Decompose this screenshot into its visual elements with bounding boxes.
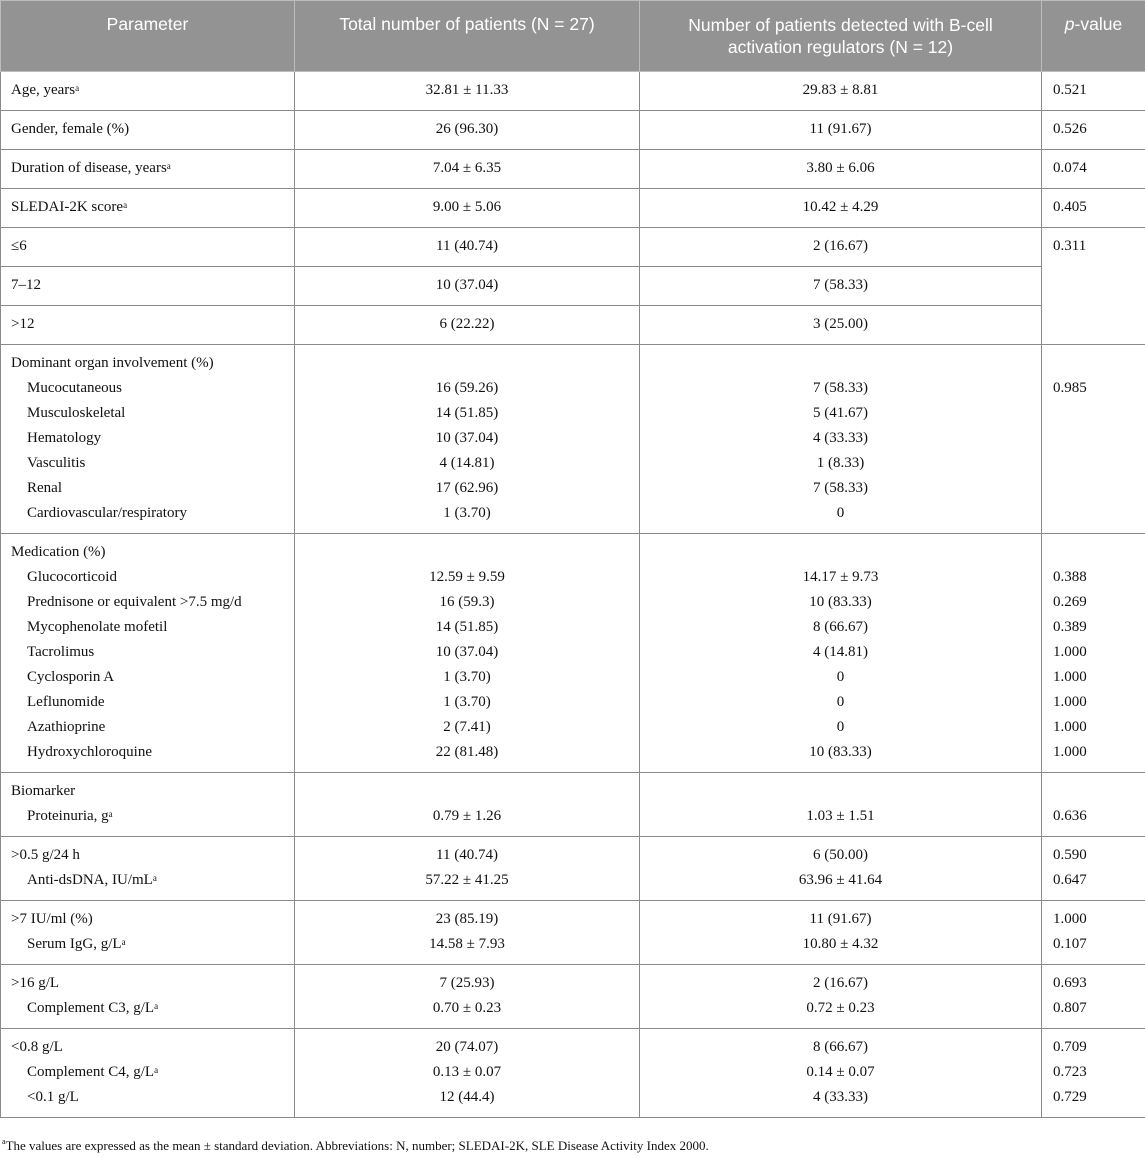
p-value: 0.709 [1053,1039,1087,1055]
p-value: 0.985 [1053,380,1087,396]
header-detected-patients [640,1,1042,72]
detected-value: 2 (16.67) [813,975,868,991]
table-row-duration [1,150,1145,189]
row-label: Complement C3, g/L [27,1000,155,1016]
total-value: 1 (3.70) [443,694,491,710]
table-row-igg-c3 [1,965,1145,1029]
row-label: >0.5 g/24 h [11,847,80,863]
table-footnote [2,1138,709,1154]
header-detected-line1: Number of patients detected with B-cell [688,15,993,35]
table-header-row [1,1,1145,72]
total-value: 14 (51.85) [435,619,499,635]
detected-value: 5 (41.67) [813,405,868,421]
total-value: 4 (14.81) [439,455,495,471]
biomarker-heading: Biomarker [11,783,76,799]
table-row-medication [1,534,1145,773]
p-value: 0.311 [1042,228,1145,345]
detected-value: 6 (50.00) [813,847,868,863]
detected-value: 7 (58.33) [640,267,1042,306]
detected-value: 3.80 ± 6.06 [640,150,1042,189]
total-value: 12.59 ± 9.59 [429,569,505,585]
header-p-italic: p [1064,14,1075,34]
p-value: 0.590 [1053,847,1087,863]
detected-value: 7 (58.33) [813,480,868,496]
detected-value: 7 (58.33) [813,380,868,396]
p-value: 1.000 [1053,669,1087,685]
row-label: Anti-dsDNA, IU/mL [27,872,153,888]
row-label: Age, years [11,82,76,98]
total-value: 11 (40.74) [436,847,498,863]
medication-label: Tacrolimus [27,644,95,660]
medication-label: Glucocorticoid [27,569,117,585]
detected-value: 10.80 ± 4.32 [802,936,879,952]
total-value: 2 (7.41) [443,719,491,735]
p-value: 1.000 [1053,644,1087,660]
p-value: 0.807 [1053,1000,1087,1016]
row-label: 7–12 [1,267,295,306]
superscript-a: a [154,1065,159,1075]
total-value: 23 (85.19) [435,911,499,927]
total-value: 17 (62.96) [435,480,499,496]
p-value: 1.000 [1053,911,1087,927]
p-value: 0.389 [1053,619,1087,635]
row-label: Serum IgG, g/L [27,936,122,952]
organ-label: Renal [27,480,62,496]
detected-value: 1.03 ± 1.51 [806,808,875,824]
total-value: 9.00 ± 5.06 [295,189,640,228]
total-value: 0.70 ± 0.23 [432,1000,502,1016]
header-p-rest: -value [1074,14,1123,34]
header-p-value [1042,1,1145,72]
superscript-a: a [154,1001,159,1011]
row-label: Duration of disease, years [11,160,167,176]
p-value: 0.729 [1053,1089,1087,1105]
table-row-organ-involvement [1,345,1145,534]
row-label: <0.8 g/L [11,1039,63,1055]
total-value: 26 (96.30) [295,111,640,150]
total-value: 16 (59.26) [435,380,499,396]
p-value: 0.526 [1042,111,1145,150]
table-row-c3-c4 [1,1029,1145,1118]
total-value: 57.22 ± 41.25 [425,872,509,888]
p-value: 0.388 [1053,569,1087,585]
row-label: >12 [1,306,295,345]
detected-value: 63.96 ± 41.64 [798,872,883,888]
organ-label: Mucocutaneous [27,380,122,396]
total-value: 0.79 ± 1.26 [432,808,502,824]
p-value: 0.521 [1042,72,1145,111]
table-row-proteinuria-dsdna [1,837,1145,901]
p-value: 0.636 [1053,808,1087,824]
detected-value: 1 (8.33) [816,455,865,471]
total-value: 10 (37.04) [435,430,499,446]
total-value: 1 (3.70) [443,505,491,521]
detected-value: 0 [836,694,845,710]
row-label: SLEDAI-2K score [11,199,124,215]
total-value: 11 (40.74) [295,228,640,267]
row-label: Gender, female (%) [1,111,295,150]
superscript-a: a [121,937,126,947]
total-value: 32.81 ± 11.33 [295,72,640,111]
detected-value: 8 (66.67) [813,1039,868,1055]
medication-label: Cyclosporin A [27,669,115,685]
total-value: 12 (44.4) [439,1089,495,1105]
total-value: 14.58 ± 7.93 [429,936,505,952]
medication-label: Leflunomide [27,694,105,710]
detected-value: 10 (83.33) [809,744,872,760]
table-row-biomarker [1,773,1145,837]
table-row-sledai-gt12 [1,306,1145,345]
organ-label: Vasculitis [27,455,86,471]
row-label: >7 IU/ml (%) [11,911,93,927]
total-value: 20 (74.07) [435,1039,499,1055]
superscript-a: a [152,873,157,883]
superscript-a: a [108,809,113,819]
superscript-a: a [123,200,128,210]
total-value: 14 (51.85) [435,405,499,421]
detected-value: 29.83 ± 8.81 [640,72,1042,111]
header-total-patients: Total number of patients (N = 27) [295,1,640,72]
detected-value: 0 [836,669,845,685]
organ-heading: Dominant organ involvement (%) [11,355,214,371]
organ-label: Musculoskeletal [27,405,126,421]
p-value: 1.000 [1053,744,1087,760]
detected-value: 10.42 ± 4.29 [640,189,1042,228]
row-label: Complement C4, g/L [27,1064,155,1080]
row-label: Proteinuria, g [27,808,109,824]
detected-value: 11 (91.67) [640,111,1042,150]
detected-value: 0 [836,505,845,521]
detected-value: 0.72 ± 0.23 [806,1000,875,1016]
header-parameter: Parameter [1,1,295,72]
medication-heading: Medication (%) [11,544,106,560]
total-value: 22 (81.48) [435,744,499,760]
total-value: 10 (37.04) [435,644,499,660]
table-row-sledai-7-12 [1,267,1145,306]
p-value: 1.000 [1053,719,1087,735]
detected-value: 3 (25.00) [640,306,1042,345]
table-row-dsdna-igg [1,901,1145,965]
p-value: 0.693 [1053,975,1087,991]
total-value: 7 (25.93) [439,975,495,991]
medication-label: Hydroxychloroquine [27,744,152,760]
medication-label: Azathioprine [27,719,106,735]
total-value: 7.04 ± 6.35 [295,150,640,189]
total-value: 1 (3.70) [443,669,491,685]
p-value: 0.723 [1053,1064,1087,1080]
p-value: 0.647 [1053,872,1087,888]
row-label: <0.1 g/L [27,1089,79,1105]
footnote-text: The values are expressed as the mean ± standard deviation. Abbreviations: N, number; SLEDAI-2K, SLE Disease Activity Index 2000. [5,1138,709,1153]
row-label: >16 g/L [11,975,60,991]
detected-value: 0.14 ± 0.07 [806,1064,875,1080]
header-detected-line2: activation regulators (N = 12) [727,37,954,57]
detected-value: 10 (83.33) [809,594,872,610]
organ-label: Cardiovascular/respiratory [27,505,187,521]
p-value: 0.107 [1053,936,1087,952]
superscript-a: a [75,83,80,93]
superscript-a: a [2,1137,6,1146]
table-row-gender [1,111,1145,150]
total-value: 6 (22.22) [295,306,640,345]
table-row-age [1,72,1145,111]
p-value: 0.405 [1042,189,1145,228]
table-row-sledai-le6 [1,228,1145,267]
total-value: 0.13 ± 0.07 [432,1064,502,1080]
table-row-sledai [1,189,1145,228]
medication-label: Mycophenolate mofetil [27,619,168,635]
organ-label: Hematology [27,430,102,446]
total-value: 16 (59.3) [439,594,495,610]
detected-value: 14.17 ± 9.73 [802,569,879,585]
p-value: 0.269 [1053,594,1087,610]
p-value: 1.000 [1053,694,1087,710]
row-label: ≤6 [1,228,295,267]
medication-label: Prednisone or equivalent >7.5 mg/d [27,594,242,610]
superscript-a: a [166,161,171,171]
detected-value: 2 (16.67) [640,228,1042,267]
detected-value: 4 (33.33) [813,1089,868,1105]
total-value: 10 (37.04) [295,267,640,306]
detected-value: 4 (14.81) [813,644,868,660]
p-value: 0.074 [1042,150,1145,189]
detected-value: 8 (66.67) [813,619,868,635]
detected-value: 4 (33.33) [813,430,868,446]
detected-value: 11 (91.67) [809,911,872,927]
detected-value: 0 [836,719,845,735]
